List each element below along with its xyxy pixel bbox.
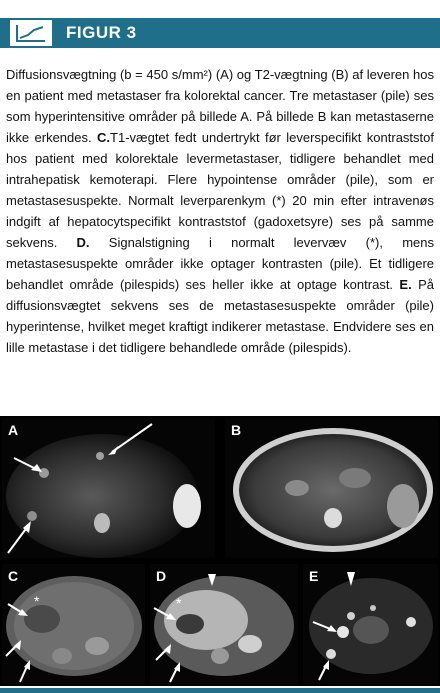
panel-b-image — [225, 418, 438, 558]
panel-d — [150, 564, 298, 684]
caption-text: På diffusionsvægtet sekvens ses de metastasesuspekte områder (pile) hyperintense, hvilket meget kraftigt indikerer metastase. Endvidere ses en lille metastase i det tidligere behandlede område (pilespids). — [6, 277, 434, 355]
panel-a-image — [2, 418, 215, 558]
panel-a — [2, 418, 215, 558]
caption-panel-label: C. — [97, 130, 111, 145]
panel-e — [303, 564, 438, 684]
svg-text:*: * — [34, 593, 40, 609]
panel-c-letter: C — [8, 568, 19, 584]
panel-e-image — [303, 564, 438, 684]
chart-logo-icon — [8, 18, 54, 48]
panel-c-image — [2, 564, 145, 684]
caption-text: Signalstigning i normalt levervæv (*), mens metastasesuspekte områder ikke optager kontrasten (pile). Et tidligere behandlet område (pilespids) ses heller ikke at optage kontrast. — [6, 235, 434, 292]
figure-title: FIGUR 3 — [66, 23, 137, 42]
panel-a-letter: A — [8, 422, 19, 438]
figure-caption — [6, 64, 434, 358]
svg-text:*: * — [176, 595, 182, 611]
caption-text: T1-vægtet fedt undertrykt før leverspecifikt kontraststof hos patient med kolorektale levermetastaser, tidligere behandlet med intrahepatisk kemoterapi. Flere hypointense områder (pile), som er metastasesuspekte. Normalt leverparenkym (*) 20 min efter intravenøs indgift af hepatocytspecifikt kontraststof (gadoxetsyre) ses på samme sekvens. — [6, 130, 434, 250]
panel-e-letter: E — [309, 568, 319, 584]
caption-panel-label: D. — [76, 235, 90, 250]
panel-b-letter: B — [231, 422, 242, 438]
panel-d-letter: D — [156, 568, 167, 584]
panel-d-image — [150, 564, 298, 684]
mri-figure — [0, 416, 440, 686]
panel-b — [225, 418, 438, 558]
caption-panel-label: E. — [399, 277, 412, 292]
bottom-rule — [0, 688, 440, 693]
figure-header — [0, 18, 440, 48]
panel-c — [2, 564, 145, 684]
caption-text: Diffusionsvægtning (b = 450 s/mm²) (A) og T2-vægtning (B) af leveren hos en patient med metastaser fra kolorektal cancer. Tre metastaser (pile) ses som hyperintensitive områder på billede A. På billede B kan metastaserne ikke erkendes. — [6, 67, 434, 145]
